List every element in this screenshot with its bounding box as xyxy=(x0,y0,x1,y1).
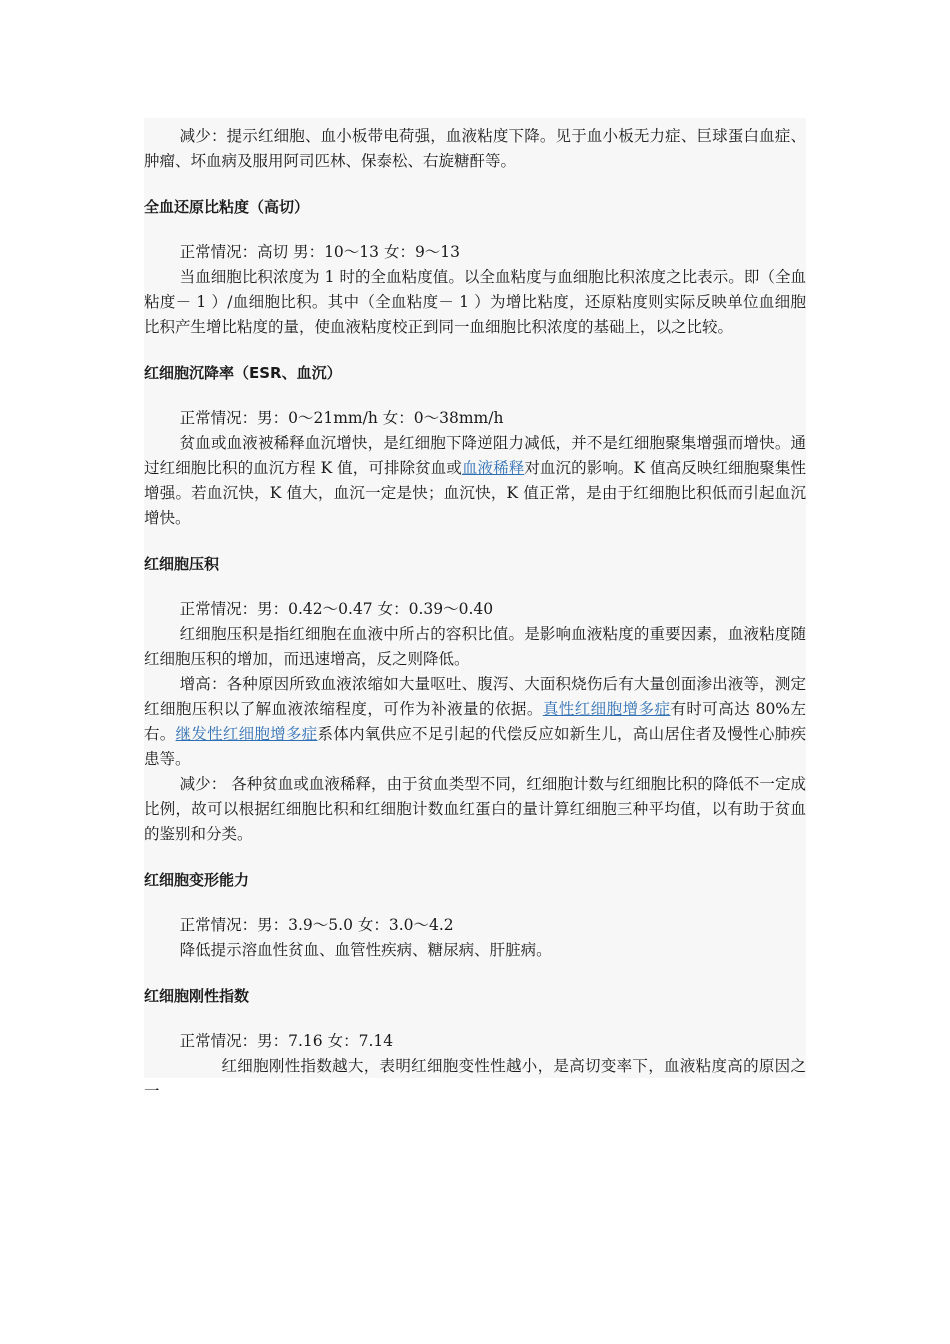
link-blood-dilution[interactable]: 血液稀释 xyxy=(461,459,525,477)
heading-hematocrit: 红细胞压积 xyxy=(144,555,220,573)
increase-part3: 系体内氧供应不足引起的代偿反应如新生儿，高山居住者及慢性心肺疾患等。 xyxy=(144,725,806,768)
heading-deformability: 红细胞变形能力 xyxy=(144,871,250,889)
increase-part2: 有时可高达 80%左右。 xyxy=(144,700,806,743)
heading-esr: 红细胞沉降率（ESR、血沉） xyxy=(144,364,342,382)
desc-esr-part1: 贫血或血液被稀释血沉增快，是红细胞下降逆阻力减低，并不是红细胞聚集增强而增快。通过红细胞比积的血沉方程 K 值，可排除贫血或 xyxy=(144,434,806,477)
link-secondary-polycythemia[interactable]: 继发性红细胞增多症 xyxy=(175,725,318,743)
normal-range-deformability: 正常情况：男：3.9～5.0 女：3.0～4.2 xyxy=(179,916,454,934)
document-content xyxy=(144,124,806,1104)
desc-reduced-viscosity: 当血细胞比积浓度为 1 时的全血粘度值。以全血粘度与血细胞比积浓度之比表示。即（全血粘度－ 1 ）/血细胞比积。其中（全血粘度－ 1 ）为增比粘度，还原粘度则实际反映单位血细胞比积产生增比粘度的量，使血液粘度校正到同一血细胞比积浓度的基础上，以之比较。 xyxy=(144,268,806,336)
normal-range-rigidity: 正常情况：男：7.16 女：7.14 xyxy=(179,1032,394,1050)
increase-hematocrit xyxy=(144,672,806,772)
desc-esr xyxy=(144,431,806,531)
desc-deformability: 降低提示溶血性贫血、血管性疾病、糖尿病、肝脏病。 xyxy=(179,941,552,959)
normal-range-esr: 正常情况：男：0～21mm/h 女：0～38mm/h xyxy=(179,409,504,427)
desc-hematocrit: 红细胞压积是指红细胞在血液中所占的容积比值。是影响血液粘度的重要因素，血液粘度随红细胞压积的增加，而迅速增高，反之则降低。 xyxy=(144,625,806,668)
heading-reduced-viscosity: 全血还原比粘度（高切） xyxy=(144,198,310,216)
link-polycythemia-vera[interactable]: 真性红细胞增多症 xyxy=(542,700,671,718)
normal-range-reduced-viscosity: 正常情况：高切 男：10～13 女：9～13 xyxy=(179,243,461,261)
decrease-hematocrit: 减少： 各种贫血或血液稀释，由于贫血类型不同，红细胞计数与红细胞比积的降低不一定成比例，故可以根据红细胞比积和红细胞计数血红蛋白的量计算红细胞三种平均值，以有助于贫血的鉴别和分类。 xyxy=(144,775,806,843)
normal-range-hematocrit: 正常情况：男：0.42～0.47 女：0.39～0.40 xyxy=(179,600,494,618)
increase-part1: 增高：各种原因所致血液浓缩如大量呕吐、腹泻、大面积烧伤后有大量创面渗出液等，测定红细胞压积以了解血液浓缩程度，可作为补液量的依据。 xyxy=(144,675,806,718)
heading-rigidity: 红细胞刚性指数 xyxy=(144,987,250,1005)
intro-paragraph: 减少：提示红细胞、血小板带电荷强，血液粘度下降。见于血小板无力症、巨球蛋白血症、肿瘤、坏血病及服用阿司匹林、保泰松、右旋糖酐等。 xyxy=(144,127,806,170)
desc-esr-part2: 对血沉的影响。K 值高反映红细胞聚集性增强。若血沉快，K 值大，血沉一定是快；血沉快，K 值正常，是由于红细胞比积低而引起血沉增快。 xyxy=(144,459,806,527)
desc-rigidity: 红细胞刚性指数越大，表明红细胞变性性越小，是高切变率下，血液粘度高的原因之一 xyxy=(144,1057,806,1100)
